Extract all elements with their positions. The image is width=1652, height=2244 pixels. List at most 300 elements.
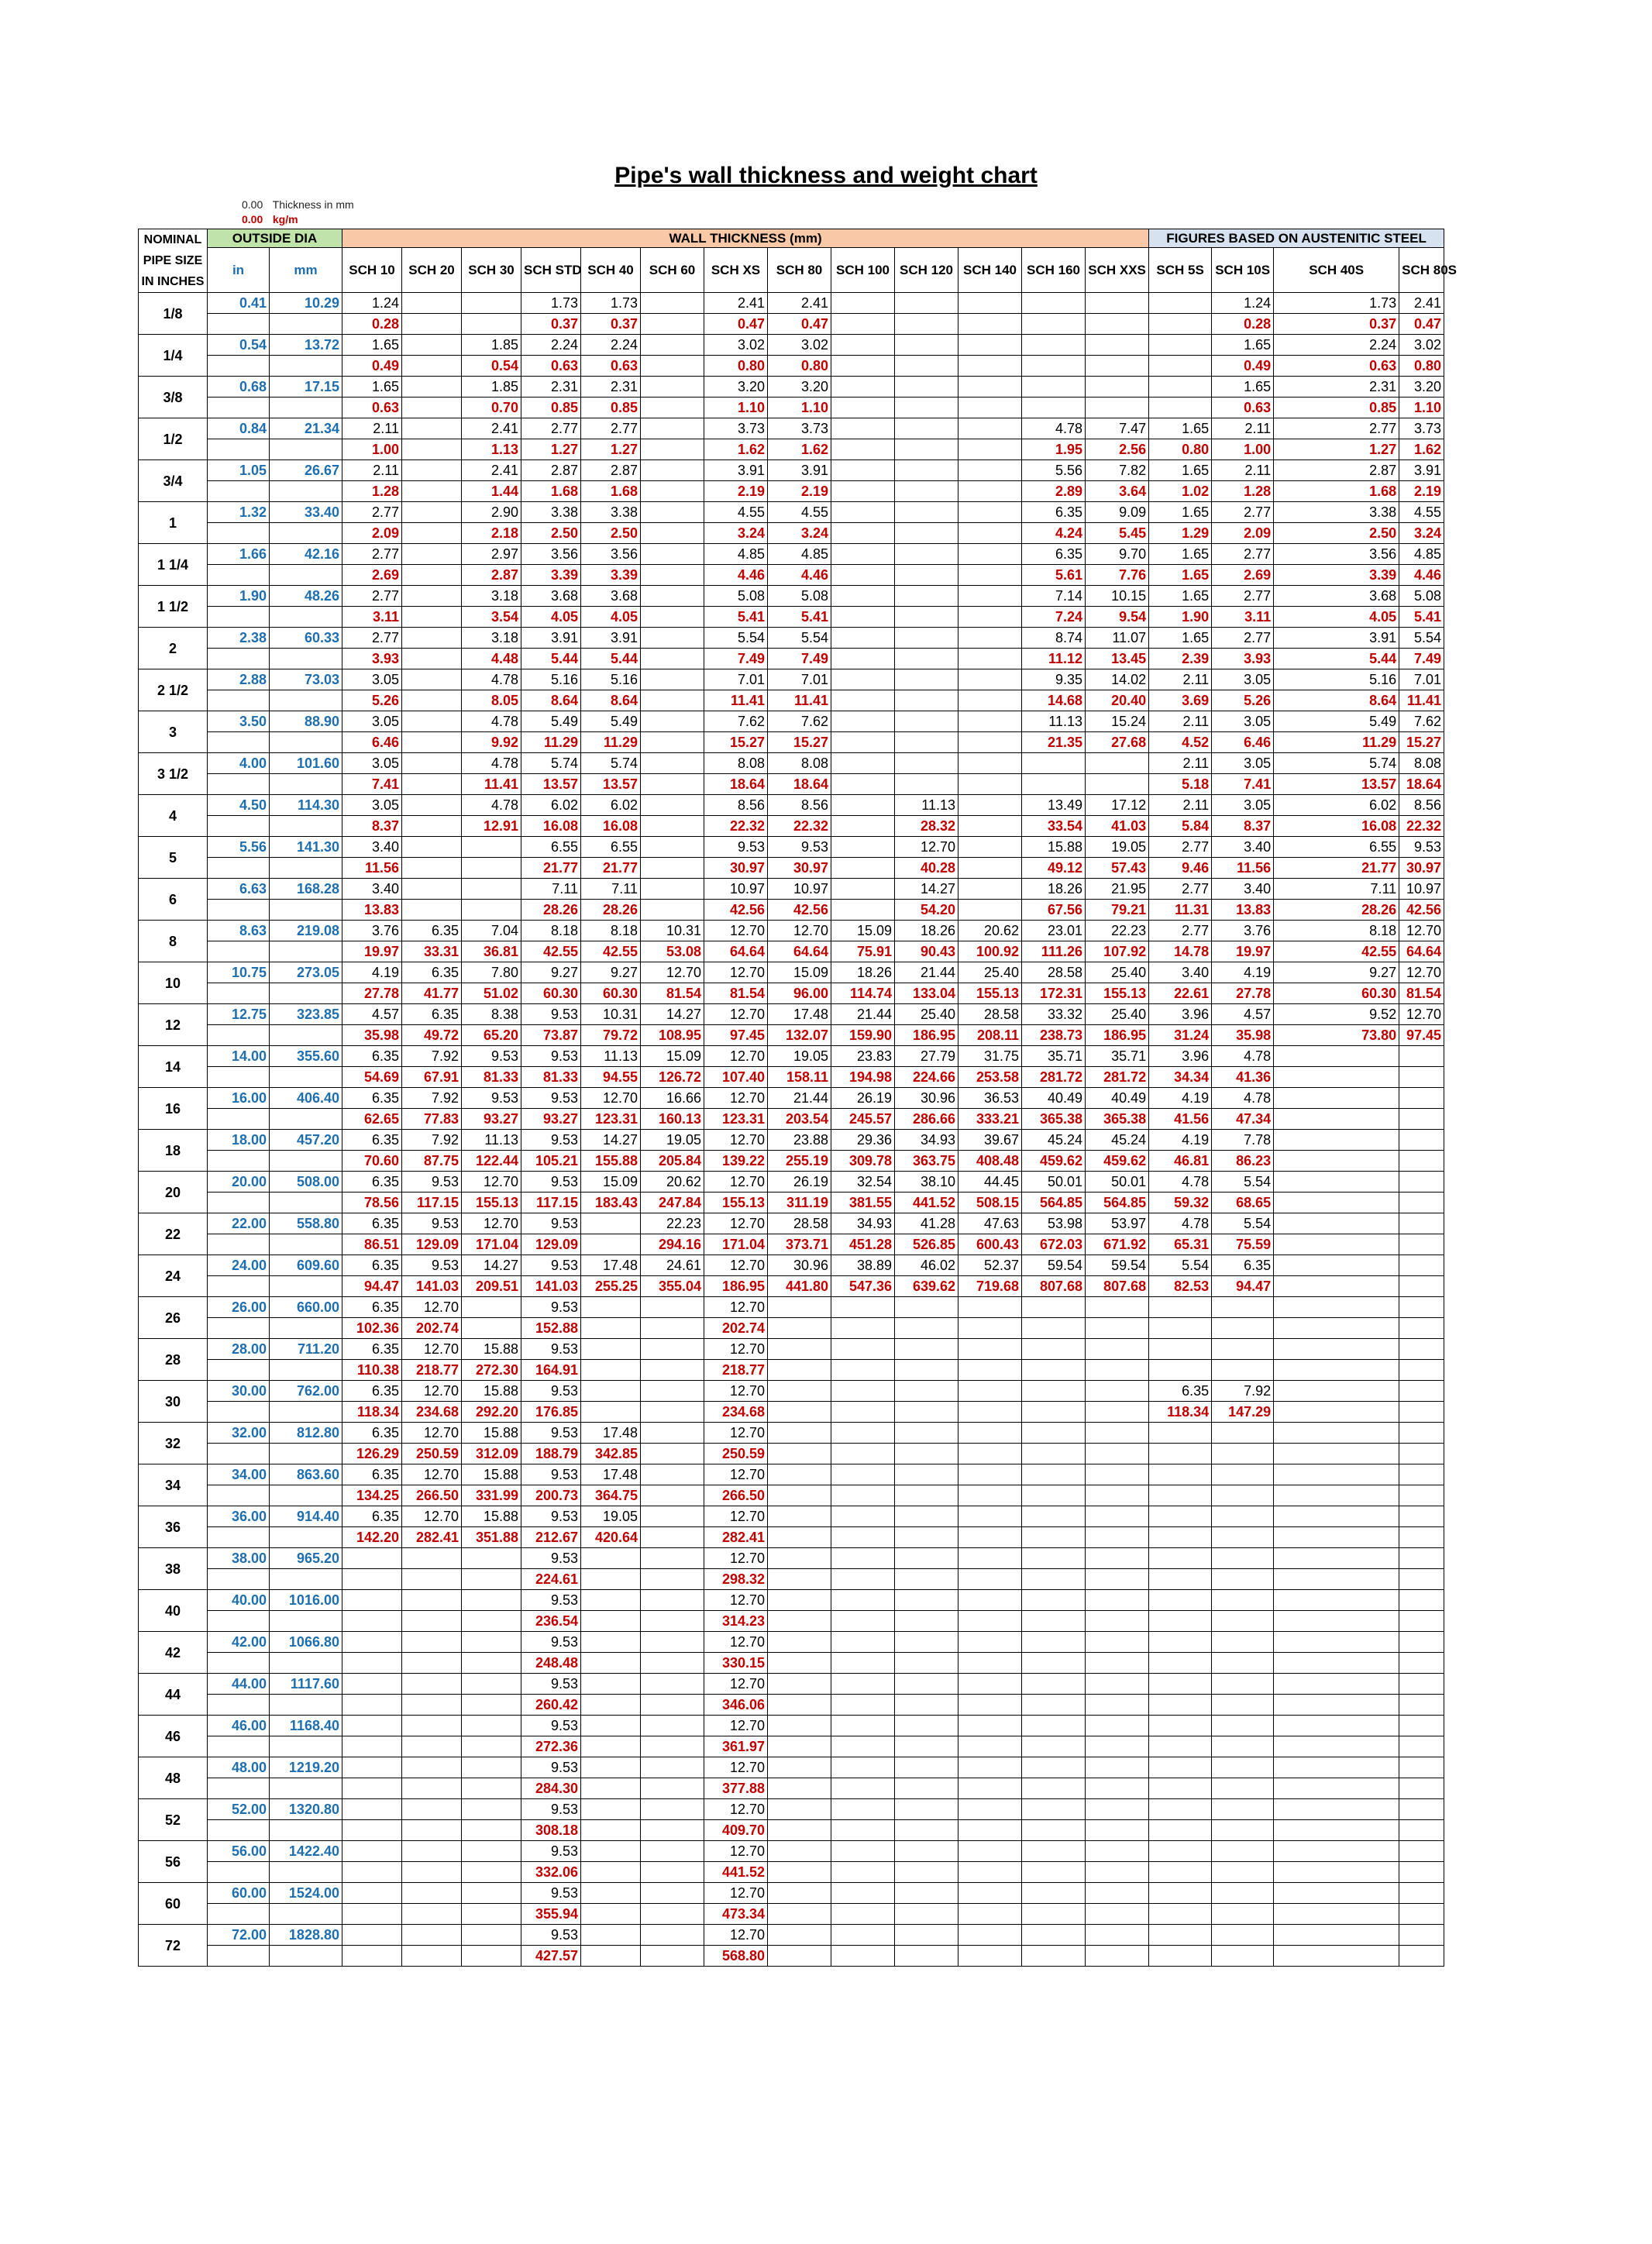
thickness-cell xyxy=(1212,1632,1274,1653)
thickness-cell xyxy=(768,1590,831,1611)
weight-cell xyxy=(641,774,704,795)
weight-cell: 5.41 xyxy=(1399,607,1444,628)
thickness-cell: 3.73 xyxy=(1399,418,1444,439)
thickness-cell xyxy=(1149,1799,1212,1820)
thickness-cell: 5.56 xyxy=(1022,460,1086,481)
thickness-cell: 9.53 xyxy=(521,1213,581,1234)
thickness-cell xyxy=(641,1674,704,1695)
thickness-cell: 32.54 xyxy=(831,1172,895,1193)
thickness-row xyxy=(139,1925,1444,1946)
thickness-cell: 7.92 xyxy=(402,1130,462,1151)
thickness-cell: 4.85 xyxy=(704,544,768,565)
weight-cell xyxy=(402,1820,462,1841)
weight-cell: 152.88 xyxy=(521,1318,581,1339)
thickness-cell xyxy=(959,377,1022,398)
weight-cell xyxy=(1022,1611,1086,1632)
thickness-cell xyxy=(342,1925,402,1946)
weight-cell xyxy=(1399,1067,1444,1088)
nominal-size-cell: 14 xyxy=(139,1046,208,1088)
thickness-row xyxy=(139,1799,1444,1820)
weight-cell: 308.18 xyxy=(521,1820,581,1841)
thickness-cell xyxy=(831,1381,895,1402)
weight-cell: 5.44 xyxy=(521,649,581,669)
thickness-cell: 15.09 xyxy=(581,1172,641,1193)
weight-cell: 459.62 xyxy=(1022,1151,1086,1172)
thickness-cell xyxy=(402,1841,462,1862)
weight-cell xyxy=(641,1904,704,1925)
weight-cell xyxy=(342,1611,402,1632)
thickness-cell: 28.58 xyxy=(768,1213,831,1234)
weight-cell xyxy=(402,439,462,460)
weight-cell xyxy=(959,356,1022,377)
weight-cell: 234.68 xyxy=(704,1402,768,1423)
thickness-cell: 6.35 xyxy=(402,1004,462,1025)
thickness-cell: 17.12 xyxy=(1086,795,1149,816)
thickness-cell: 50.01 xyxy=(1022,1172,1086,1193)
weight-cell: 330.15 xyxy=(704,1653,768,1674)
weight-cell xyxy=(1149,1904,1212,1925)
thickness-cell xyxy=(581,1548,641,1569)
weight-cell: 5.84 xyxy=(1149,816,1212,837)
thickness-cell xyxy=(402,753,462,774)
thickness-cell: 3.73 xyxy=(768,418,831,439)
thickness-cell: 5.74 xyxy=(581,753,641,774)
thickness-cell: 2.31 xyxy=(581,377,641,398)
od-mm-cell: 558.80 xyxy=(270,1213,342,1234)
header-row-1 xyxy=(139,229,1444,248)
weight-cell xyxy=(641,607,704,628)
thickness-cell: 34.93 xyxy=(831,1213,895,1234)
weight-cell: 719.68 xyxy=(959,1276,1022,1297)
thickness-cell: 2.77 xyxy=(1149,879,1212,900)
schedule-header: SCH 40S xyxy=(1274,248,1399,293)
thickness-cell: 5.16 xyxy=(521,669,581,690)
thickness-cell: 53.98 xyxy=(1022,1213,1086,1234)
weight-cell xyxy=(1399,1736,1444,1757)
weight-cell: 22.32 xyxy=(1399,816,1444,837)
thickness-cell: 12.70 xyxy=(704,1213,768,1234)
weight-cell: 3.54 xyxy=(462,607,521,628)
thickness-cell: 14.02 xyxy=(1086,669,1149,690)
nominal-size-cell: 40 xyxy=(139,1590,208,1632)
od-mm-cell: 711.20 xyxy=(270,1339,342,1360)
thickness-cell xyxy=(959,1841,1022,1862)
nominal-size-cell: 2 1/2 xyxy=(139,669,208,711)
weight-cell xyxy=(831,439,895,460)
thickness-cell xyxy=(581,1213,641,1234)
thickness-cell xyxy=(831,1757,895,1778)
weight-cell: 1.68 xyxy=(1274,481,1399,502)
thickness-cell xyxy=(895,586,959,607)
thickness-cell xyxy=(641,1548,704,1569)
thickness-cell xyxy=(895,1883,959,1904)
thickness-cell: 2.11 xyxy=(1149,753,1212,774)
thickness-cell xyxy=(1212,1590,1274,1611)
thickness-cell: 12.70 xyxy=(704,1632,768,1653)
thickness-cell: 2.41 xyxy=(462,460,521,481)
thickness-cell: 12.70 xyxy=(462,1213,521,1234)
thickness-cell: 4.57 xyxy=(1212,1004,1274,1025)
weight-cell xyxy=(402,565,462,586)
weight-cell xyxy=(831,1946,895,1967)
thickness-cell: 2.87 xyxy=(521,460,581,481)
thickness-cell: 6.35 xyxy=(342,1088,402,1109)
weight-cell xyxy=(831,314,895,335)
weight-cell: 1.65 xyxy=(1149,565,1212,586)
od-in-cell: 60.00 xyxy=(208,1883,270,1904)
thickness-cell xyxy=(895,628,959,649)
thickness-cell: 12.70 xyxy=(402,1423,462,1444)
thickness-cell xyxy=(1274,1172,1399,1193)
weight-cell xyxy=(581,1904,641,1925)
weight-cell xyxy=(768,1820,831,1841)
od-empty-cell xyxy=(208,649,270,669)
od-empty-cell xyxy=(208,1862,270,1883)
thickness-cell: 25.40 xyxy=(895,1004,959,1025)
thickness-cell: 9.27 xyxy=(581,962,641,983)
thickness-cell: 11.13 xyxy=(581,1046,641,1067)
od-in-cell: 0.41 xyxy=(208,293,270,314)
weight-cell: 64.64 xyxy=(704,941,768,962)
od-empty-cell xyxy=(270,1778,342,1799)
weight-cell: 64.64 xyxy=(1399,941,1444,962)
thickness-cell: 9.53 xyxy=(521,1716,581,1736)
weight-cell xyxy=(1086,398,1149,418)
weight-row xyxy=(139,398,1444,418)
schedule-header: SCH XXS xyxy=(1086,248,1149,293)
od-in-cell: 1.90 xyxy=(208,586,270,607)
schedule-header: SCH 60 xyxy=(641,248,704,293)
thickness-row xyxy=(139,1339,1444,1360)
nominal-size-cell: 10 xyxy=(139,962,208,1004)
thickness-cell xyxy=(1022,377,1086,398)
thickness-row xyxy=(139,377,1444,398)
weight-cell: 183.43 xyxy=(581,1193,641,1213)
thickness-cell xyxy=(1399,1506,1444,1527)
weight-cell: 78.56 xyxy=(342,1193,402,1213)
thickness-cell: 5.08 xyxy=(1399,586,1444,607)
thickness-cell xyxy=(831,1883,895,1904)
thickness-cell xyxy=(342,1632,402,1653)
weight-row xyxy=(139,565,1444,586)
weight-cell xyxy=(1274,1695,1399,1716)
thickness-cell: 9.53 xyxy=(521,1883,581,1904)
weight-cell: 30.97 xyxy=(1399,858,1444,879)
od-mm-cell: 1828.80 xyxy=(270,1925,342,1946)
thickness-cell: 9.53 xyxy=(462,1088,521,1109)
weight-cell: 155.88 xyxy=(581,1151,641,1172)
weight-cell: 28.32 xyxy=(895,816,959,837)
thickness-cell xyxy=(342,1757,402,1778)
thickness-cell: 6.35 xyxy=(342,1297,402,1318)
weight-cell: 0.85 xyxy=(521,398,581,418)
thickness-cell: 7.04 xyxy=(462,921,521,941)
thickness-cell xyxy=(959,795,1022,816)
thickness-cell: 6.55 xyxy=(1274,837,1399,858)
weight-cell xyxy=(959,732,1022,753)
thickness-row xyxy=(139,1506,1444,1527)
thickness-cell: 13.49 xyxy=(1022,795,1086,816)
weight-cell xyxy=(641,481,704,502)
thickness-cell xyxy=(768,1339,831,1360)
thickness-cell xyxy=(1149,1297,1212,1318)
thickness-cell xyxy=(402,711,462,732)
weight-cell: 331.99 xyxy=(462,1485,521,1506)
thickness-cell: 3.05 xyxy=(342,795,402,816)
od-empty-cell xyxy=(270,1318,342,1339)
thickness-cell xyxy=(1022,1423,1086,1444)
weight-cell: 5.45 xyxy=(1086,523,1149,544)
thickness-cell xyxy=(831,1632,895,1653)
thickness-row xyxy=(139,1088,1444,1109)
thickness-cell xyxy=(641,418,704,439)
thickness-cell xyxy=(1086,1297,1149,1318)
weight-cell xyxy=(402,1904,462,1925)
weight-cell: 62.65 xyxy=(342,1109,402,1130)
weight-cell: 8.64 xyxy=(521,690,581,711)
weight-cell xyxy=(895,1736,959,1757)
thickness-cell xyxy=(831,1674,895,1695)
thickness-cell: 16.66 xyxy=(641,1088,704,1109)
od-empty-cell xyxy=(208,1485,270,1506)
thickness-cell xyxy=(895,1590,959,1611)
thickness-cell: 5.54 xyxy=(1212,1172,1274,1193)
thickness-cell xyxy=(641,586,704,607)
thickness-cell xyxy=(831,293,895,314)
thickness-cell: 6.35 xyxy=(1022,544,1086,565)
thickness-cell: 4.55 xyxy=(704,502,768,523)
od-empty-cell xyxy=(270,774,342,795)
weight-cell xyxy=(1086,1820,1149,1841)
thickness-cell: 17.48 xyxy=(581,1423,641,1444)
thickness-cell: 40.49 xyxy=(1022,1088,1086,1109)
weight-cell: 282.41 xyxy=(402,1527,462,1548)
thickness-cell xyxy=(1399,1088,1444,1109)
weight-cell xyxy=(1212,1904,1274,1925)
thickness-cell: 6.55 xyxy=(521,837,581,858)
weight-cell: 250.59 xyxy=(402,1444,462,1464)
weight-cell xyxy=(895,1946,959,1967)
weight-cell xyxy=(895,523,959,544)
weight-cell xyxy=(831,649,895,669)
weight-cell xyxy=(1399,1527,1444,1548)
weight-cell: 42.56 xyxy=(1399,900,1444,921)
weight-cell xyxy=(831,1653,895,1674)
thickness-cell xyxy=(402,544,462,565)
thickness-cell xyxy=(1399,1297,1444,1318)
nominal-size-cell: 20 xyxy=(139,1172,208,1213)
weight-cell: 11.41 xyxy=(704,690,768,711)
thickness-cell: 3.18 xyxy=(462,586,521,607)
od-in-cell: 26.00 xyxy=(208,1297,270,1318)
weight-cell xyxy=(342,1695,402,1716)
thickness-cell xyxy=(1149,1883,1212,1904)
weight-cell: 159.90 xyxy=(831,1025,895,1046)
od-empty-cell xyxy=(208,1611,270,1632)
nominal-size-cell: 28 xyxy=(139,1339,208,1381)
thickness-cell xyxy=(402,1590,462,1611)
thickness-cell: 3.40 xyxy=(1149,962,1212,983)
weight-cell xyxy=(402,1736,462,1757)
od-in-cell: 2.88 xyxy=(208,669,270,690)
weight-cell: 3.69 xyxy=(1149,690,1212,711)
thickness-cell xyxy=(831,837,895,858)
weight-cell: 11.29 xyxy=(1274,732,1399,753)
weight-cell xyxy=(1022,398,1086,418)
od-mm-cell: 1016.00 xyxy=(270,1590,342,1611)
thickness-cell xyxy=(1274,1297,1399,1318)
thickness-cell xyxy=(1022,1506,1086,1527)
thickness-row xyxy=(139,1883,1444,1904)
od-empty-cell xyxy=(270,1904,342,1925)
od-mm-header: mm xyxy=(270,248,342,293)
thickness-cell xyxy=(1274,1925,1399,1946)
thickness-cell: 50.01 xyxy=(1086,1172,1149,1193)
thickness-cell: 5.74 xyxy=(521,753,581,774)
thickness-cell: 12.70 xyxy=(704,962,768,983)
weight-cell xyxy=(1274,1067,1399,1088)
thickness-cell xyxy=(831,1841,895,1862)
weight-cell: 441.52 xyxy=(704,1862,768,1883)
thickness-cell: 1.65 xyxy=(1149,628,1212,649)
od-mm-cell: 101.60 xyxy=(270,753,342,774)
thickness-cell xyxy=(641,879,704,900)
thickness-cell xyxy=(462,1632,521,1653)
nominal-size-cell: 60 xyxy=(139,1883,208,1925)
od-empty-cell xyxy=(208,1904,270,1925)
weight-row xyxy=(139,1318,1444,1339)
od-empty-cell xyxy=(270,1444,342,1464)
thickness-cell xyxy=(895,1925,959,1946)
thickness-cell xyxy=(768,1297,831,1318)
thickness-cell: 4.78 xyxy=(462,795,521,816)
weight-cell xyxy=(1399,1444,1444,1464)
thickness-cell xyxy=(1086,1506,1149,1527)
thickness-cell: 53.97 xyxy=(1086,1213,1149,1234)
thickness-cell: 7.82 xyxy=(1086,460,1149,481)
weight-cell xyxy=(342,1569,402,1590)
weight-cell xyxy=(1274,1318,1399,1339)
weight-cell xyxy=(831,1904,895,1925)
weight-cell xyxy=(641,1820,704,1841)
od-in-cell: 38.00 xyxy=(208,1548,270,1569)
thickness-cell: 2.41 xyxy=(462,418,521,439)
thickness-cell: 3.05 xyxy=(342,711,402,732)
thickness-cell xyxy=(831,669,895,690)
weight-cell: 42.55 xyxy=(521,941,581,962)
thickness-cell: 5.49 xyxy=(521,711,581,732)
weight-row xyxy=(139,314,1444,335)
weight-cell xyxy=(1149,1862,1212,1883)
thickness-row xyxy=(139,1297,1444,1318)
weight-cell: 4.46 xyxy=(1399,565,1444,586)
thickness-cell: 4.78 xyxy=(1022,418,1086,439)
od-in-cell: 14.00 xyxy=(208,1046,270,1067)
weight-cell: 209.51 xyxy=(462,1276,521,1297)
weight-cell: 20.40 xyxy=(1086,690,1149,711)
weight-cell: 409.70 xyxy=(704,1820,768,1841)
weight-cell xyxy=(1399,1193,1444,1213)
thickness-row xyxy=(139,1130,1444,1151)
thickness-cell xyxy=(959,628,1022,649)
thickness-cell xyxy=(402,669,462,690)
weight-cell xyxy=(1274,1736,1399,1757)
thickness-cell: 9.53 xyxy=(521,1088,581,1109)
thickness-cell xyxy=(581,1925,641,1946)
weight-cell: 49.12 xyxy=(1022,858,1086,879)
weight-cell xyxy=(1212,1862,1274,1883)
thickness-cell: 4.78 xyxy=(1212,1088,1274,1109)
od-mm-cell: 1066.80 xyxy=(270,1632,342,1653)
weight-cell: 218.77 xyxy=(704,1360,768,1381)
weight-cell xyxy=(768,1611,831,1632)
thickness-cell: 9.53 xyxy=(768,837,831,858)
thickness-cell xyxy=(1022,1632,1086,1653)
schedule-header: SCH 20 xyxy=(402,248,462,293)
thickness-cell xyxy=(895,502,959,523)
thickness-cell xyxy=(959,1339,1022,1360)
thickness-cell xyxy=(831,335,895,356)
od-mm-cell: 48.26 xyxy=(270,586,342,607)
schedule-header: SCH 100 xyxy=(831,248,895,293)
weight-cell: 1.62 xyxy=(704,439,768,460)
thickness-cell xyxy=(831,1590,895,1611)
thickness-cell: 2.11 xyxy=(1149,711,1212,732)
thickness-cell xyxy=(959,669,1022,690)
nominal-size-cell: 48 xyxy=(139,1757,208,1799)
weight-cell xyxy=(641,1485,704,1506)
thickness-cell xyxy=(1022,1841,1086,1862)
weight-cell xyxy=(1022,1736,1086,1757)
thickness-cell: 2.31 xyxy=(1274,377,1399,398)
thickness-cell xyxy=(959,1381,1022,1402)
weight-cell xyxy=(1149,314,1212,335)
weight-cell xyxy=(831,1820,895,1841)
weight-cell: 5.26 xyxy=(342,690,402,711)
weight-cell: 160.13 xyxy=(641,1109,704,1130)
weight-cell xyxy=(1399,1569,1444,1590)
weight-cell xyxy=(1274,1778,1399,1799)
weight-cell xyxy=(768,1485,831,1506)
thickness-cell: 3.68 xyxy=(1274,586,1399,607)
thickness-cell xyxy=(959,1464,1022,1485)
nominal-size-cell: 24 xyxy=(139,1255,208,1297)
weight-cell: 73.80 xyxy=(1274,1025,1399,1046)
od-empty-cell xyxy=(208,607,270,628)
thickness-cell xyxy=(641,544,704,565)
od-empty-cell xyxy=(270,1025,342,1046)
weight-cell: 5.61 xyxy=(1022,565,1086,586)
weight-row xyxy=(139,1653,1444,1674)
od-in-cell: 5.56 xyxy=(208,837,270,858)
thickness-cell: 12.70 xyxy=(704,1464,768,1485)
thickness-cell xyxy=(959,753,1022,774)
thickness-cell: 9.53 xyxy=(521,1004,581,1025)
weight-cell xyxy=(402,607,462,628)
weight-cell xyxy=(1399,1820,1444,1841)
thickness-cell xyxy=(1212,1883,1274,1904)
weight-cell: 33.54 xyxy=(1022,816,1086,837)
weight-row xyxy=(139,1234,1444,1255)
thickness-cell: 28.58 xyxy=(959,1004,1022,1025)
thickness-cell: 45.24 xyxy=(1022,1130,1086,1151)
od-empty-cell xyxy=(270,983,342,1004)
weight-cell xyxy=(895,732,959,753)
thickness-cell: 6.35 xyxy=(342,1506,402,1527)
od-empty-cell xyxy=(208,314,270,335)
od-mm-cell: 114.30 xyxy=(270,795,342,816)
weight-cell xyxy=(895,1485,959,1506)
